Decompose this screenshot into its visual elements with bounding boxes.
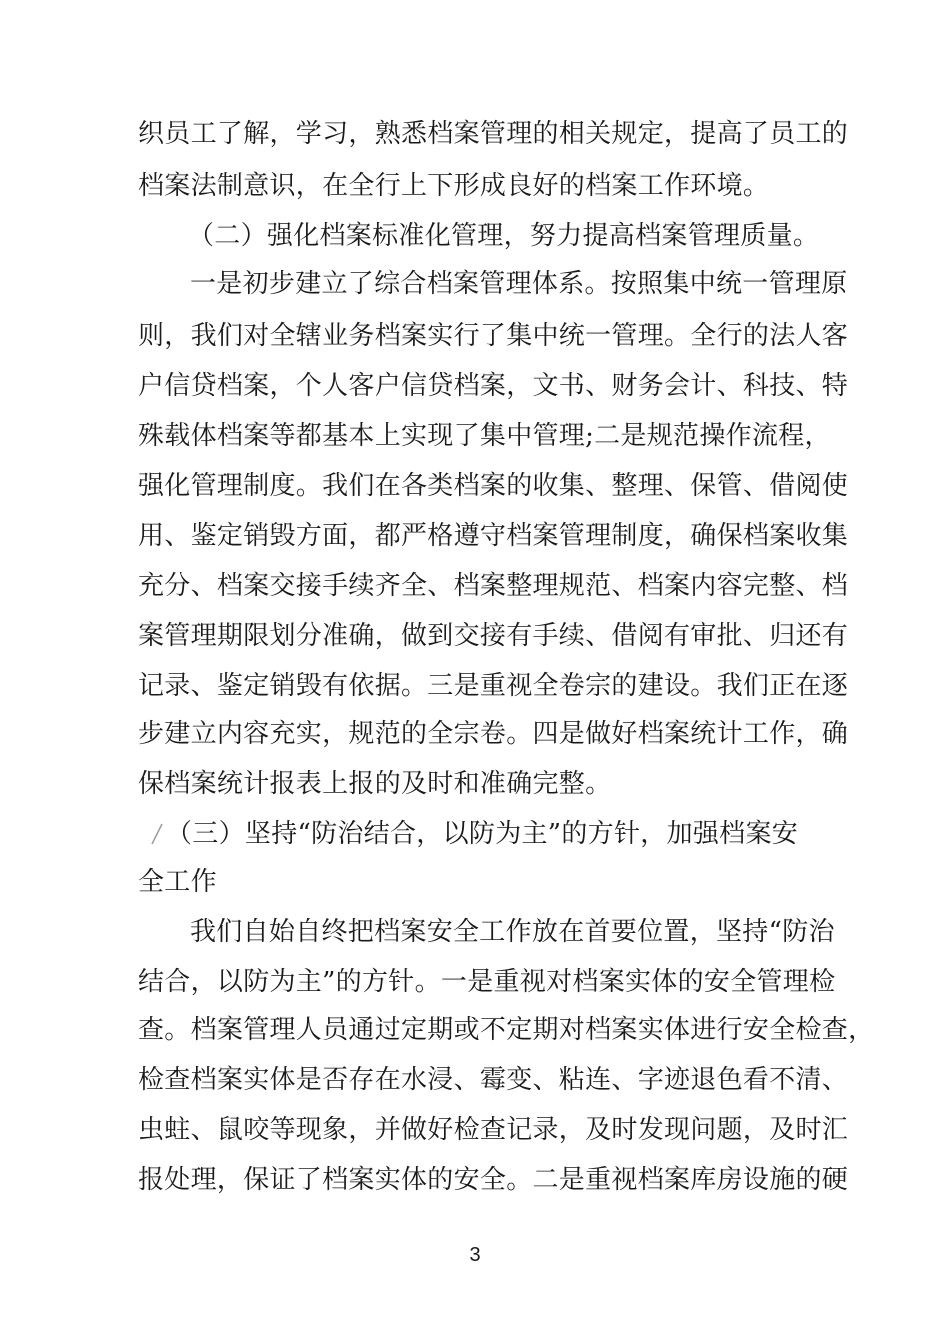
text-line-11: 案管理期限划分准确，做到交接有手续、借阅有审批、归还有 — [138, 621, 849, 651]
text-line-4: 一是初步建立了综合档案管理体系。按照集中统一管理原 — [190, 269, 848, 299]
text-line-6: 户信贷档案，个人客户信贷档案，文书、财务会计、科技、特 — [138, 371, 849, 401]
section-heading-3: （三）坚持“防治结合，以防为主”的方针，加强档案安 — [166, 819, 799, 849]
text-line-12: 记录、鉴定销毁有依据。三是重视全卷宗的建设。我们正在逐 — [138, 671, 849, 701]
text-line-1: 织员工了解，学习，熟悉档案管理的相关规定，提高了员工的 — [138, 119, 849, 149]
text-line-5: 则，我们对全辖业务档案实行了集中统一管理。全行的法人客 — [138, 321, 849, 351]
text-line-13: 步建立内容充实，规范的全宗卷。四是做好档案统计工作，确 — [138, 719, 849, 749]
slash-mark — [150, 822, 164, 846]
text-line-2: 档案法制意识，在全行上下形成良好的档案工作环境。 — [138, 171, 770, 201]
text-line-14: 保档案统计报表上报的及时和准确完整。 — [138, 769, 612, 799]
text-line-22: 报处理，保证了档案实体的安全。二是重视档案库房设施的硬 — [138, 1165, 849, 1195]
text-line-21: 虫蛀、鼠咬等现象，并做好检查记录，及时发现问题，及时汇 — [138, 1115, 849, 1145]
section-heading-2: （二）强化档案标准化管理，努力提高档案管理质量。 — [188, 221, 820, 251]
text-line-16: 全工作 — [138, 867, 217, 897]
text-line-19: 查。档案管理人员通过定期或不定期对档案实体进行安全检查， — [138, 1015, 875, 1045]
text-line-8: 强化管理制度。我们在各类档案的收集、整理、保管、借阅使 — [138, 471, 849, 501]
text-line-18: 结合，以防为主”的方针。一是重视对档案实体的安全管理检 — [138, 967, 836, 997]
text-line-7: 殊载体档案等都基本上实现了集中管理;二是规范操作流程， — [138, 421, 831, 451]
text-line-10: 充分、档案交接手续齐全、档案整理规范、档案内容完整、档 — [138, 571, 849, 601]
text-line-9: 用、鉴定销毁方面，都严格遵守档案管理制度，确保档案收集 — [138, 521, 849, 551]
text-line-20: 检查档案实体是否存在水浸、霉变、粘连、字迹退色看不清、 — [138, 1065, 849, 1095]
text-line-17: 我们自始自终把档案安全工作放在首要位置，坚持“防治 — [190, 917, 835, 947]
page-number: 3 — [469, 1244, 481, 1266]
